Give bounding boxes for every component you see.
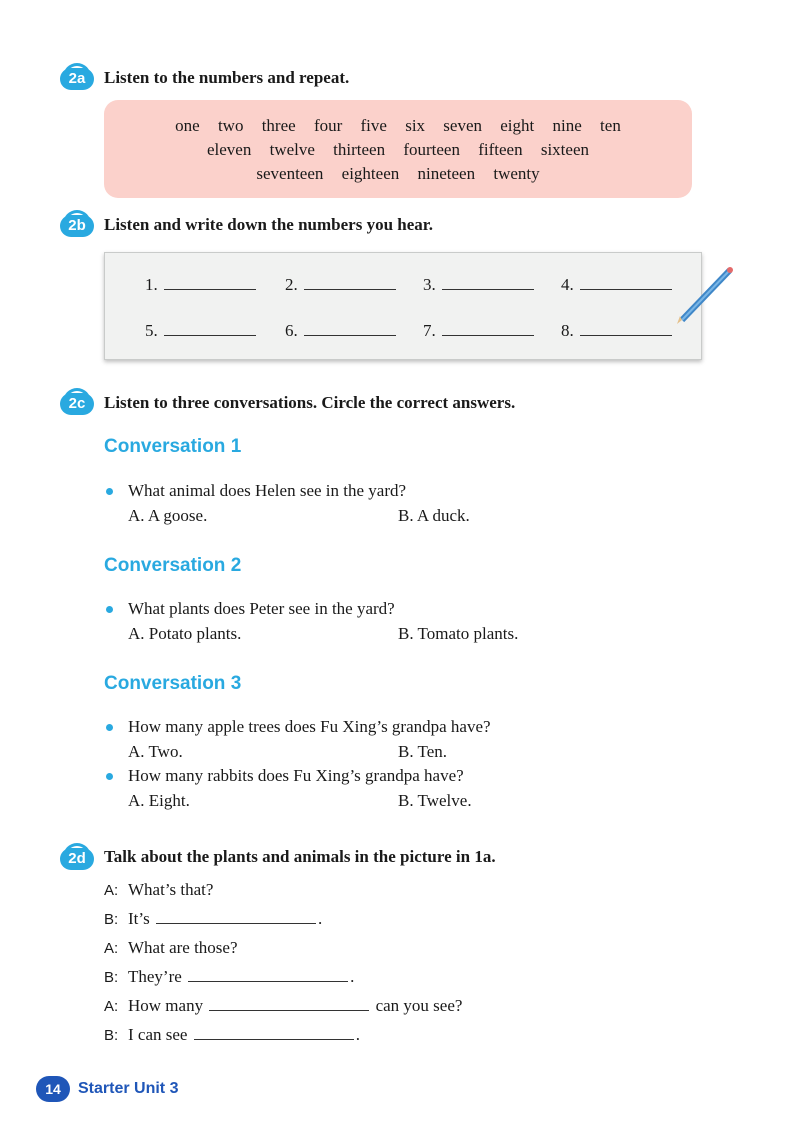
- speaker-label: B:: [104, 911, 119, 928]
- section-badge-2c: 2c: [60, 393, 94, 415]
- number-word: ten: [600, 116, 621, 135]
- number-word: sixteen: [540, 140, 589, 159]
- section-badge-2a: 2a: [60, 68, 94, 90]
- number-word: five: [360, 116, 387, 135]
- question: What animal does Helen see in the yard?: [128, 481, 407, 500]
- answer-blank-6[interactable]: 6.: [285, 321, 396, 341]
- number-word: one: [175, 116, 200, 135]
- number-word: twelve: [269, 140, 315, 159]
- answer-blank-2[interactable]: 2.: [285, 275, 396, 295]
- option-b[interactable]: B. A duck.: [398, 506, 470, 525]
- answer-blank-5[interactable]: 5.: [145, 321, 256, 341]
- option-a[interactable]: A. A goose.: [128, 506, 208, 525]
- question: How many apple trees does Fu Xing’s grandpa have?: [128, 717, 491, 736]
- number-word-box: [104, 100, 692, 198]
- option-a[interactable]: A. Eight.: [128, 791, 190, 810]
- speaker-label: B:: [104, 969, 119, 986]
- number-row-3: [104, 164, 692, 184]
- fill-blank[interactable]: [188, 967, 348, 982]
- conversation-2-title: Conversation 2: [104, 555, 242, 576]
- instruction-2c: Listen to three conversations. Circle the correct answers.: [104, 393, 516, 412]
- option-b[interactable]: B. Ten.: [398, 742, 448, 761]
- number-word: four: [313, 116, 343, 135]
- fill-blank[interactable]: [194, 1025, 354, 1040]
- answer-blank-4[interactable]: 4.: [561, 275, 672, 295]
- bullet-icon: [106, 488, 113, 495]
- option-a[interactable]: A. Potato plants.: [128, 624, 242, 643]
- bullet-icon: [106, 773, 113, 780]
- number-word: twenty: [493, 164, 540, 183]
- number-word: thirteen: [333, 140, 386, 159]
- number-word: seventeen: [256, 164, 324, 183]
- number-word: nine: [552, 116, 582, 135]
- dialogue-line: What are those?: [128, 938, 238, 957]
- number-word: three: [261, 116, 296, 135]
- speaker-label: A:: [104, 940, 119, 957]
- section-badge-2b: 2b: [60, 215, 94, 237]
- number-row-1: [104, 116, 692, 136]
- question: What plants does Peter see in the yard?: [128, 599, 395, 618]
- dialogue-line: What’s that?: [128, 880, 214, 899]
- answer-blank-7[interactable]: 7.: [423, 321, 534, 341]
- page-number: 14: [36, 1076, 70, 1102]
- speaker-label: A:: [104, 882, 119, 899]
- bullet-icon: [106, 724, 113, 731]
- number-word: seven: [443, 116, 483, 135]
- number-word: fifteen: [478, 140, 523, 159]
- conversation-1-title: Conversation 1: [104, 436, 242, 457]
- option-b[interactable]: B. Twelve.: [398, 791, 472, 810]
- number-word: nineteen: [417, 164, 476, 183]
- number-word: eighteen: [341, 164, 400, 183]
- answer-blank-3[interactable]: 3.: [423, 275, 534, 295]
- instruction-2d: Talk about the plants and animals in the picture in 1a.: [104, 847, 496, 866]
- instruction-2b: Listen and write down the numbers you hear.: [104, 215, 434, 234]
- fill-blank[interactable]: [156, 909, 316, 924]
- conversation-3-title: Conversation 3: [104, 673, 242, 694]
- number-word: six: [405, 116, 426, 135]
- dialogue-line: They’re .: [128, 967, 355, 986]
- pencil-icon: [672, 266, 736, 326]
- answer-blank-8[interactable]: 8.: [561, 321, 672, 341]
- number-word: fourteen: [403, 140, 460, 159]
- section-badge-2d: 2d: [60, 848, 94, 870]
- option-a[interactable]: A. Two.: [128, 742, 183, 761]
- answer-paper: [104, 252, 702, 360]
- dialogue-line: How many can you see?: [128, 996, 463, 1015]
- fill-blank[interactable]: [209, 996, 369, 1011]
- number-word: eleven: [206, 140, 252, 159]
- dialogue-line: It’s .: [128, 909, 323, 928]
- number-word: two: [217, 116, 244, 135]
- number-row-2: [104, 140, 692, 160]
- answer-blank-1[interactable]: 1.: [145, 275, 256, 295]
- question: How many rabbits does Fu Xing’s grandpa have?: [128, 766, 464, 785]
- bullet-icon: [106, 606, 113, 613]
- number-word: eight: [500, 116, 535, 135]
- speaker-label: A:: [104, 998, 119, 1015]
- option-b[interactable]: B. Tomato plants.: [398, 624, 519, 643]
- unit-title: Starter Unit 3: [78, 1080, 179, 1097]
- instruction-2a: Listen to the numbers and repeat.: [104, 68, 350, 87]
- dialogue-line: I can see .: [128, 1025, 360, 1044]
- speaker-label: B:: [104, 1027, 119, 1044]
